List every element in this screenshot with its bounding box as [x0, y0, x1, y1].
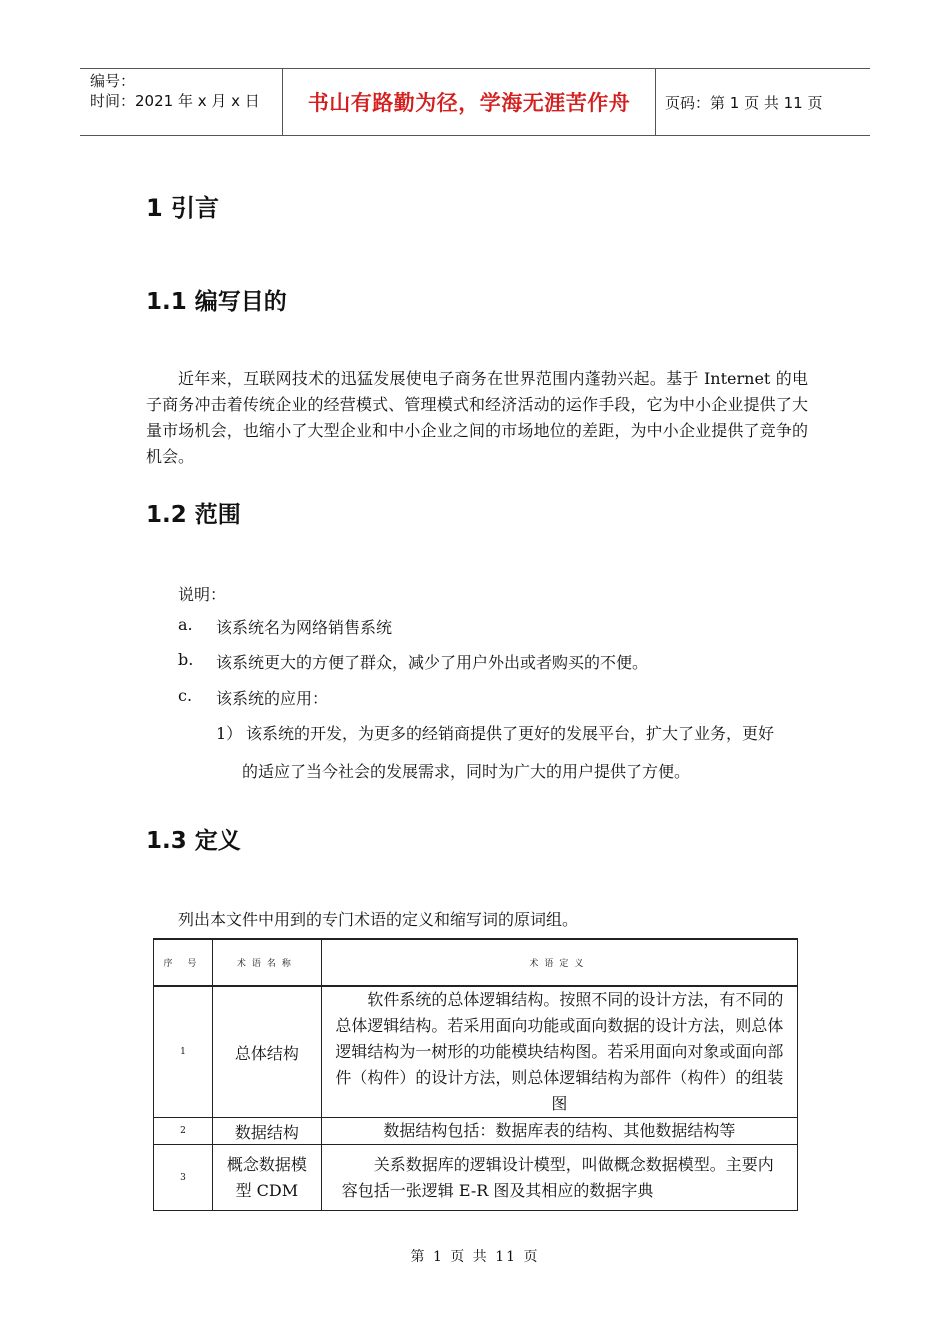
row-term: 概念数据模型 CDM: [212, 1145, 321, 1211]
section-1-1-title: 1.1 编写目的: [146, 289, 287, 315]
table-row: [154, 1118, 798, 1145]
scope-item-b-text: 该系统更大的方便了群众，减少了用户外出或者购买的不便。: [216, 653, 649, 672]
header-number-label: 编号：: [90, 72, 136, 90]
scope-item-a-marker: a.: [178, 615, 193, 634]
row-number: 2: [154, 1118, 213, 1145]
header-col-number: 序 号: [154, 939, 213, 986]
table-row: [154, 1145, 798, 1211]
row-term: 数据结构: [212, 1118, 321, 1145]
table-row: [154, 986, 798, 1118]
definitions-table: [153, 938, 798, 1211]
row-number: 3: [154, 1145, 213, 1211]
scope-item-b-marker: b.: [178, 650, 194, 669]
header-motto-cell: [282, 69, 656, 135]
header-col-term: 术语名称: [212, 939, 321, 986]
header-page-cell: [656, 69, 870, 135]
definitions-intro: 列出本文件中用到的专门术语的定义和缩写词的原词组。: [178, 910, 579, 929]
scope-item-c-text: 该系统的应用：: [216, 689, 329, 708]
section-1-1-paragraph: 近年来，互联网技术的迅猛发展使电子商务在世界范围内蓬勃兴起。基于 Internet 的电子商务冲击着传统企业的经营模式、管理模式和经济活动的运作手段，它为中小企业提供了大量市场机会，也缩小了大型企业和中小企业之间的市场地位的差距，为中小企业提供了竞争的机会。: [146, 369, 808, 466]
scope-item-a-text: 该系统名为网络销售系统: [216, 618, 393, 637]
section-1-title: 1 引言: [146, 194, 220, 222]
scope-item-c-marker: c.: [178, 686, 193, 705]
scope-subitem-marker: 1）: [216, 724, 243, 743]
row-definition: 软件系统的总体逻辑结构。按照不同的设计方法，有不同的总体逻辑结构。若采用面向功能或面向数据的设计方法，则总体逻辑结构为一树形的功能模块结构图。若采用面向对象或面向部件（构件）的设计方法，则总体逻辑结构为部件（构件）的组装图: [321, 986, 797, 1118]
scope-subitem-line1: 该系统的开发，为更多的经销商提供了更好的发展平台，扩大了业务，更好: [246, 724, 775, 743]
header-meta: [80, 69, 282, 135]
header-col-definition: 术语定义: [321, 939, 797, 986]
page-footer: 第 1 页 共 11 页: [410, 1249, 540, 1265]
row-definition: 数据结构包括：数据库表的结构、其他数据结构等: [321, 1118, 797, 1145]
row-number: 1: [154, 986, 213, 1118]
section-1-3-title: 1.3 定义: [146, 828, 241, 854]
section-1-2-title: 1.2 范围: [146, 502, 241, 528]
table-header-row: [154, 939, 798, 986]
row-term: 总体结构: [212, 986, 321, 1118]
header-date-label: 时间：2021 年 x 月 x 日: [90, 92, 260, 110]
document-header: [80, 68, 870, 136]
header-motto: 书山有路勤为径，学海无涯苦作舟: [307, 91, 631, 115]
scope-subitem-line2: 的适应了当今社会的发展需求，同时为广大的用户提供了方便。: [242, 762, 691, 781]
row-definition: 关系数据库的逻辑设计模型，叫做概念数据模型。主要内容包括一张逻辑 E-R 图及其相应的数据字典: [321, 1145, 797, 1211]
scope-intro: 说明：: [178, 585, 227, 604]
header-page-label: 页码：第 1 页 共 11 页: [665, 93, 823, 112]
